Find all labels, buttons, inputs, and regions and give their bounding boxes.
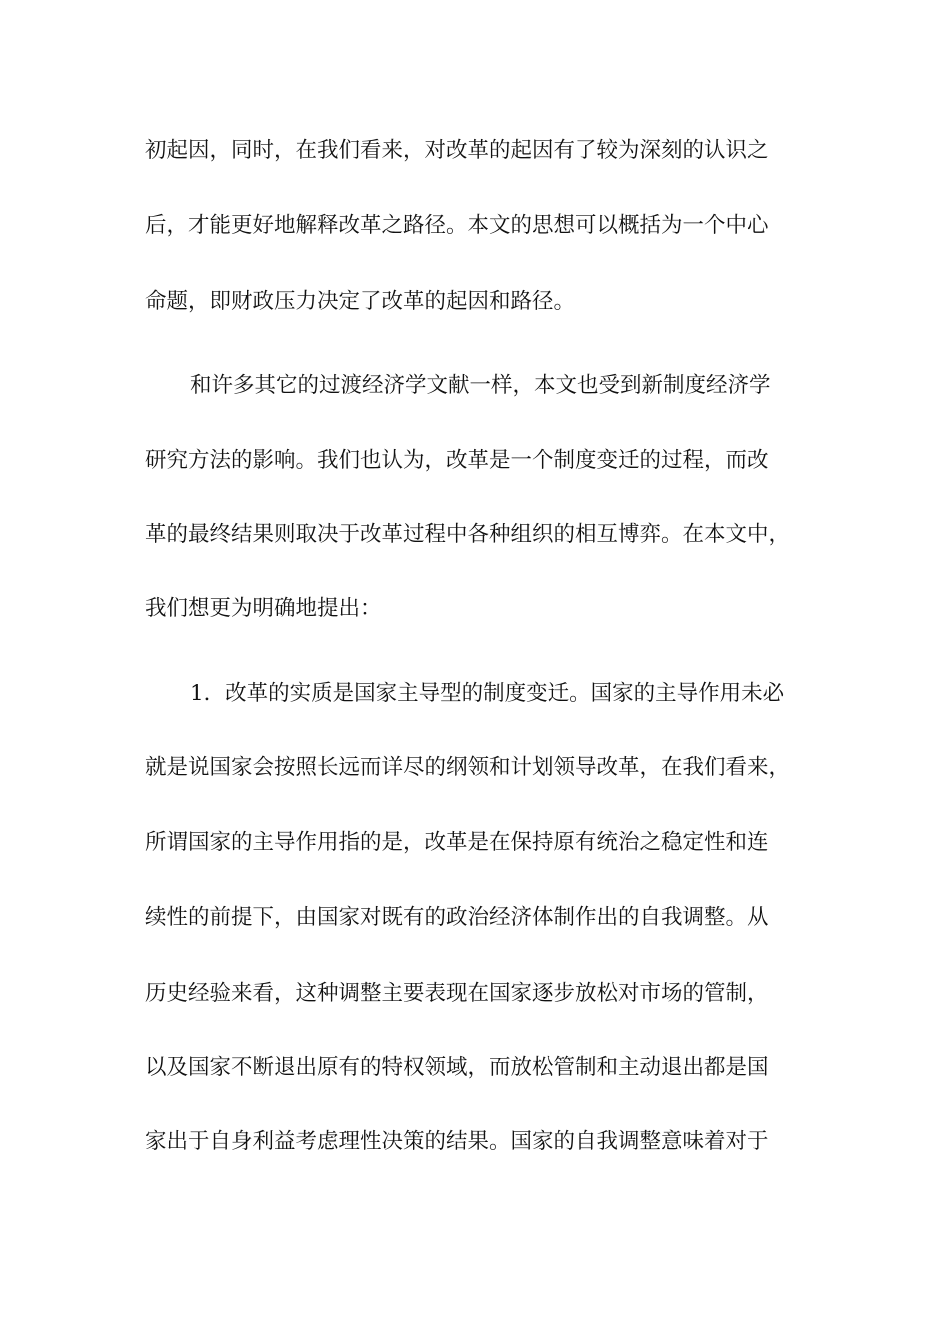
text-line: 研究方法的影响。我们也认为，改革是一个制度变迁的过程，而改 [145, 448, 769, 473]
text-line: 以及国家不断退出原有的特权领域，而放松管制和主动退出都是国 [145, 1055, 769, 1080]
text-line: 历史经验来看，这种调整主要表现在国家逐步放松对市场的管制， [145, 981, 769, 1006]
text-line: 后，才能更好地解释改革之路径。本文的思想可以概括为一个中心 [145, 213, 769, 238]
text-line: 和许多其它的过渡经济学文献一样，本文也受到新制度经济学 [190, 373, 771, 398]
text-line: 命题，即财政压力决定了改革的起因和路径。 [145, 289, 576, 314]
text-line: 我们想更为明确地提出： [145, 596, 382, 621]
text-line: 1．改革的实质是国家主导型的制度变迁。国家的主导作用未必 [190, 681, 785, 706]
text-line: 续性的前提下，由国家对既有的政治经济体制作出的自我调整。从 [145, 905, 769, 930]
text-line: 就是说国家会按照长远而详尽的纲领和计划领导改革，在我们看来， [145, 755, 791, 780]
text-line: 所谓国家的主导作用指的是，改革是在保持原有统治之稳定性和连 [145, 830, 769, 855]
text-line: 家出于自身利益考虑理性决策的结果。国家的自我调整意味着对于 [145, 1129, 769, 1154]
text-line: 初起因，同时，在我们看来，对改革的起因有了较为深刻的认识之 [145, 138, 769, 163]
text-line: 革的最终结果则取决于改革过程中各种组织的相互博弈。在本文中， [145, 522, 791, 547]
